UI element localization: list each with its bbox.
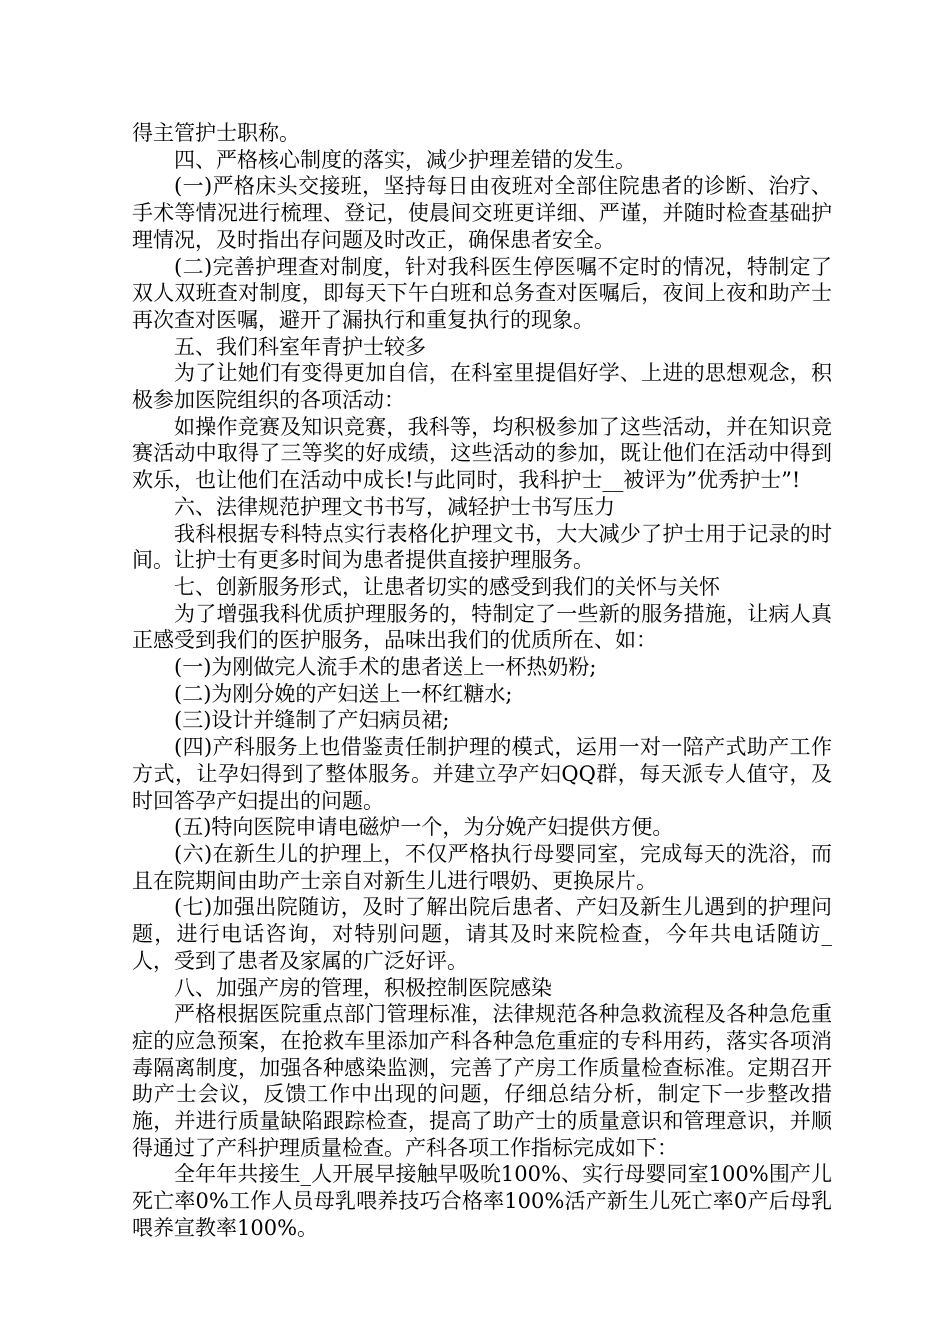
section-heading: 五、我们科室年青护士较多 [174, 334, 426, 359]
paragraph: 全年年共接生_人开展早接触早吸吮100%、实行母婴同室100%围产儿死亡率0%工作人员母乳喂养技巧合格率100%活产新生儿死亡率0产后母乳喂养宣教率100%。 [132, 1162, 832, 1240]
list-item: (四)产科服务上也借鉴责任制护理的模式，运用一对一陪产式助产工作方式，让孕妇得到了整体服务。并建立孕产妇QQ群，每天派专人值守，及时回答孕产妇提出的问题。 [132, 735, 832, 813]
list-item: (一)为刚做完人流手术的患者送上一杯热奶粉; [174, 655, 597, 680]
paragraph: 得主管护士职称。 [132, 121, 300, 145]
paragraph: 严格根据医院重点部门管理标准，法律规范各种急救流程及各种急危重症的应急预案，在抢救车里添加产科各种急危重症的专科用药，落实各项消毒隔离制度，加强各种感染监测，完善了产房工作质量检查标准。定期召开助产士会议，反馈工作中出现的问题，仔细总结分析，制定下一步整改措施，并进行质量缺陷跟踪检查，提高了助产士的质量意识和管理意识，并顺得通过了产科护理质量检查。产科各项工作指标完成如下： [132, 1002, 832, 1160]
list-item: (二)为刚分娩的产妇送上一杯红糖水; [174, 681, 513, 706]
paragraph: 为了让她们有变得更加自信，在科室里提倡好学、上进的思想观念，积极参加医院组织的各项活动： [132, 361, 832, 413]
document-body [132, 120, 832, 1242]
list-item: (六)在新生儿的护理上，不仅严格执行母婴同室，完成每天的洗浴，而且在院期间由助产士亲自对新生儿进行喂奶、更换尿片。 [132, 841, 832, 893]
list-item: (五)特向医院申请电磁炉一个，为分娩产妇提供方便。 [174, 815, 674, 840]
paragraph: 我科根据专科特点实行表格化护理文书，大大减少了护士用于记录的时间。让护士有更多时间为患者提供直接护理服务。 [132, 521, 832, 573]
section-heading: 八、加强产房的管理，积极控制医院感染 [174, 975, 552, 1000]
section-heading: 六、法律规范护理文书书写，减轻护士书写压力 [174, 494, 615, 519]
section-heading: 七、创新服务形式，让患者切实的感受到我们的关怀与关怀 [174, 574, 720, 599]
paragraph: (一)严格床头交接班，坚持每日由夜班对全部住院患者的诊断、治疗、手术等情况进行梳理、登记，使晨间交班更详细、严谨，并随时检查基础护理情况，及时指出存问题及时改正，确保患者安全。 [132, 174, 832, 252]
list-item: (三)设计并缝制了产妇病员裙; [174, 708, 450, 733]
paragraph: 如操作竞赛及知识竞赛，我科等，均积极参加了这些活动，并在知识竞赛活动中取得了三等奖的好成绩，这些活动的参加，既让他们在活动中得到欢乐，也让他们在活动中成长!与此同时，我科护士__被评为”优秀护士”! [132, 414, 832, 493]
section-heading: 四、严格核心制度的落实，减少护理差错的发生。 [174, 147, 636, 172]
paragraph: 为了增强我科优质护理服务的，特制定了一些新的服务措施，让病人真正感受到我们的医护服务，品味出我们的优质所在、如： [132, 601, 832, 653]
list-item: (七)加强出院随访，及时了解出院后患者、产妇及新生儿遇到的护理问题，进行电话咨询，对特别问题，请其及时来院检查，今年共电话随访_人，受到了患者及家属的广泛好评。 [132, 895, 832, 973]
paragraph: (二)完善护理查对制度，针对我科医生停医嘱不定时的情况，特制定了双人双班查对制度，即每天下午白班和总务查对医嘱后，夜间上夜和助产士再次查对医嘱，避开了漏执行和重复执行的现象。 [132, 254, 832, 332]
